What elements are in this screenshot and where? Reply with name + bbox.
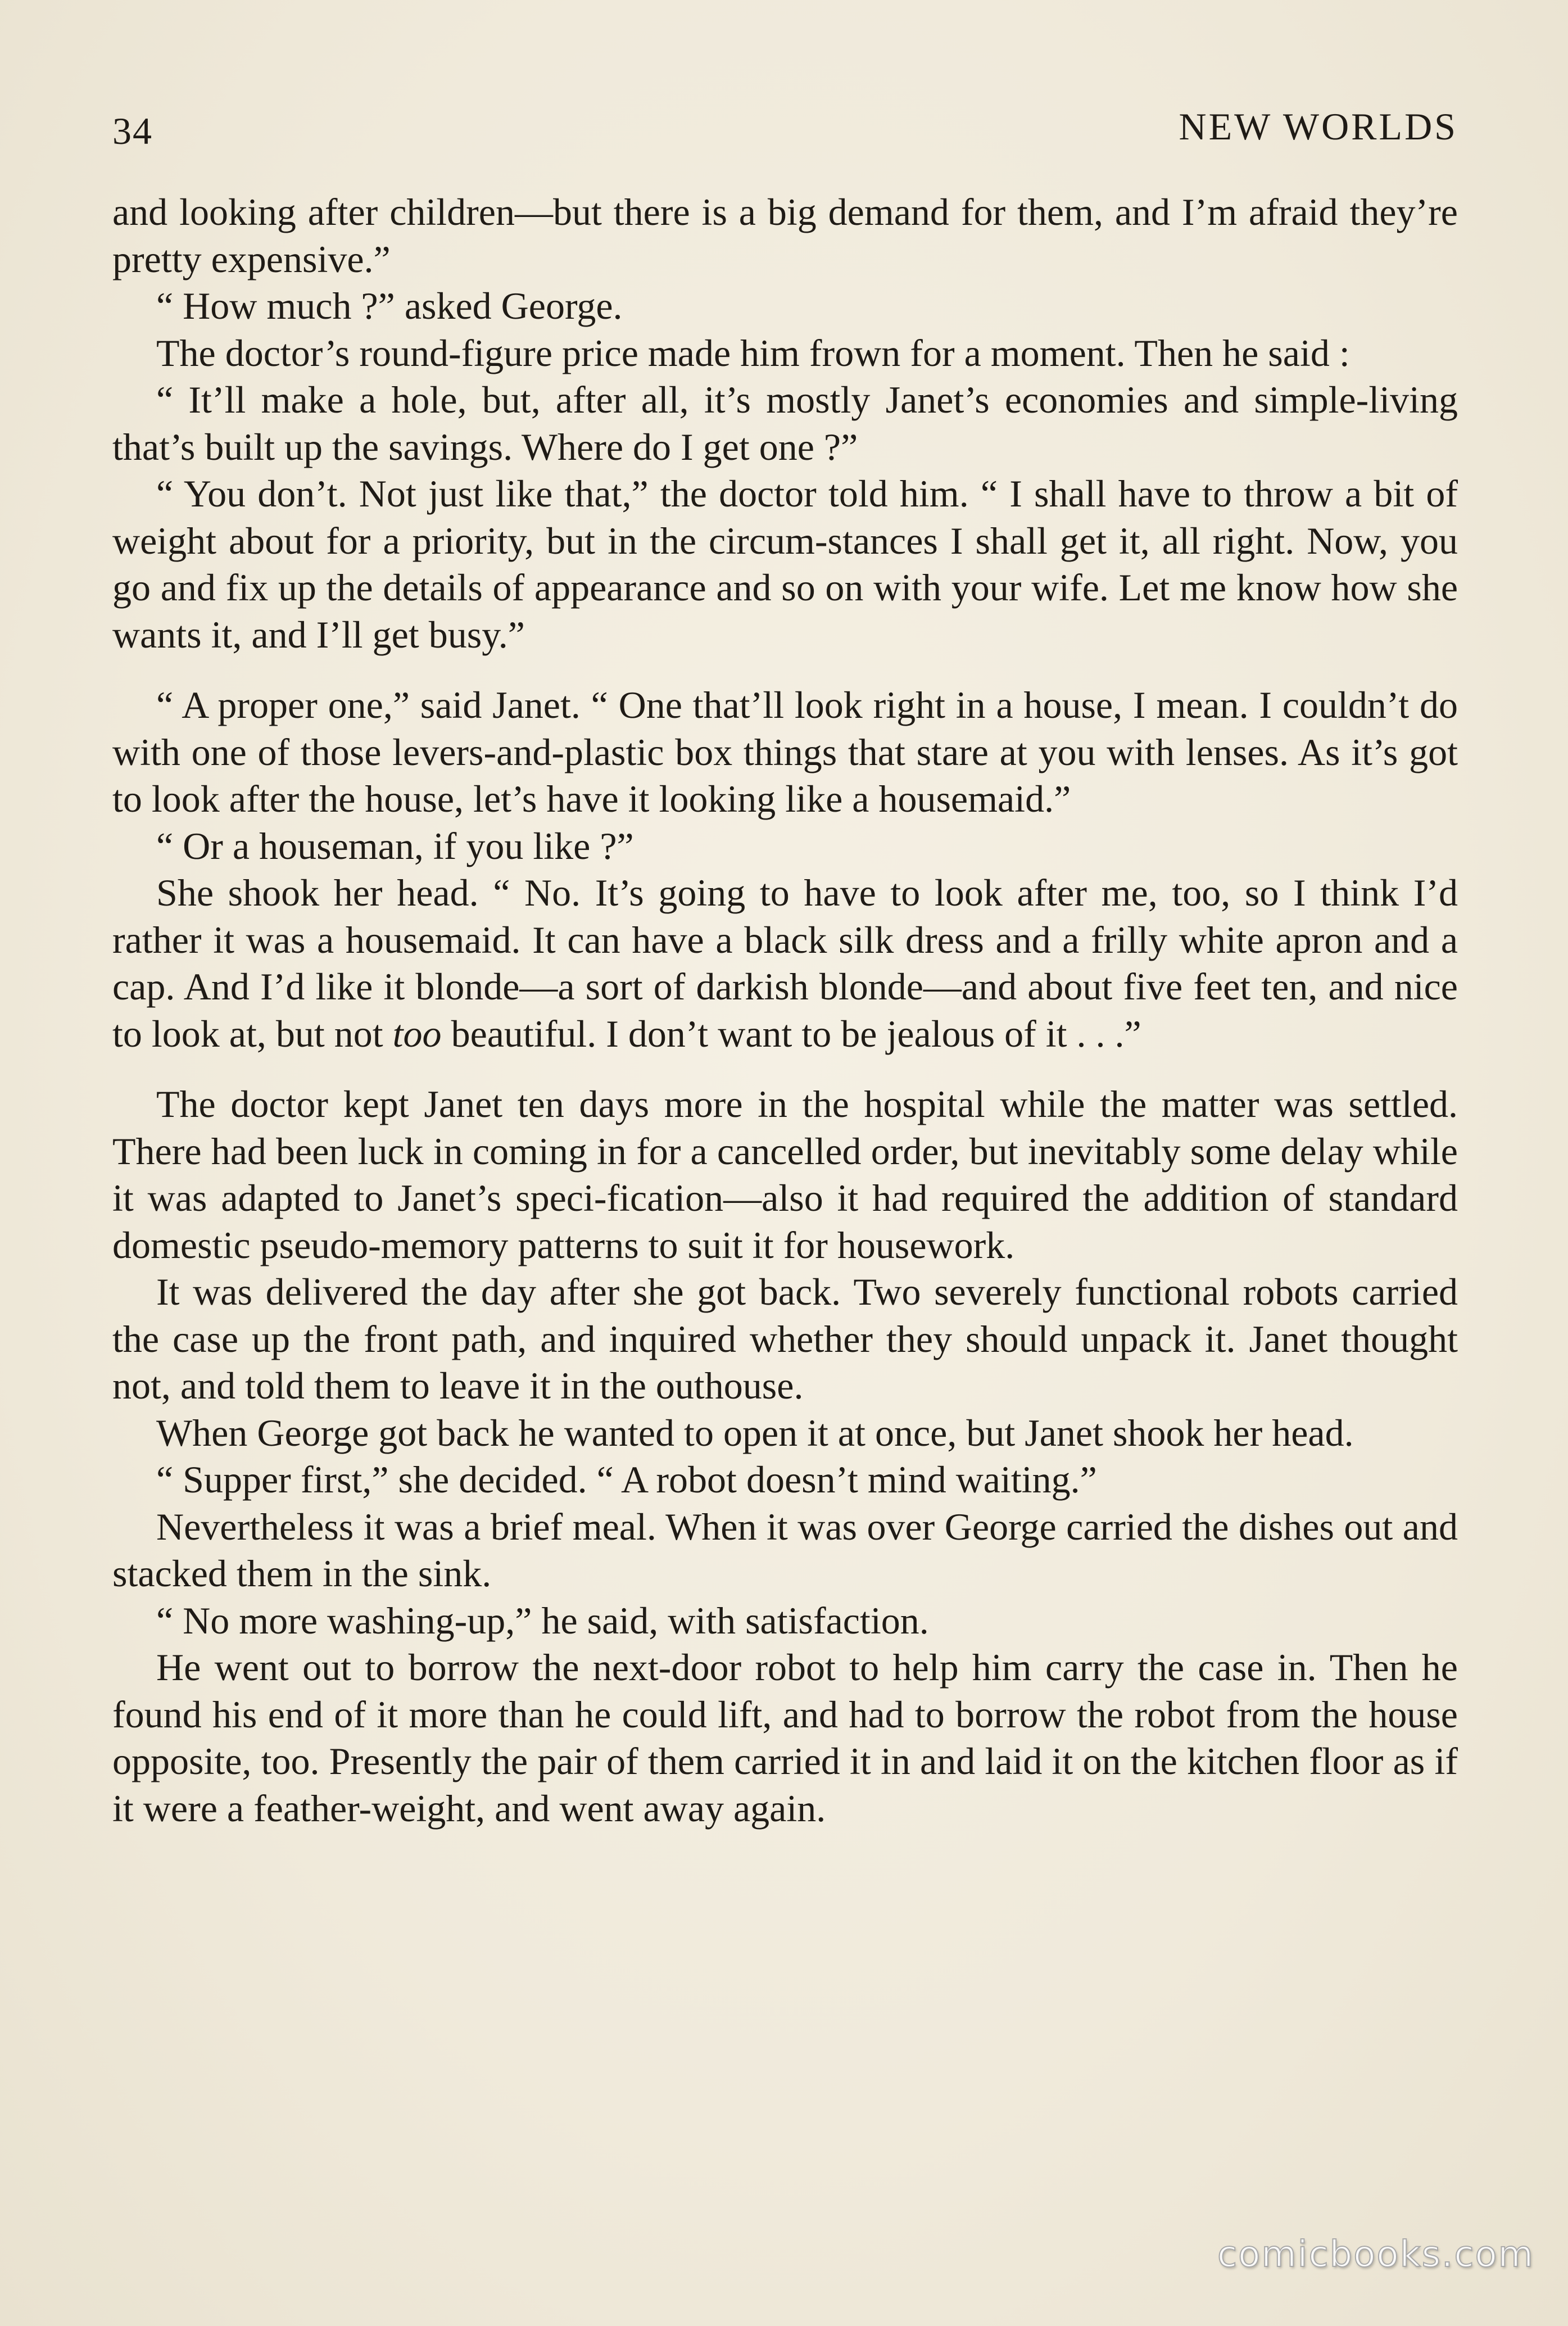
paragraph [112, 330, 1458, 377]
paragraph-text: “ It’ll make a hole, but, after all, it’s mostly Janet’s economies and simple-living that’s built up the savings. Where do I get one ?” [112, 378, 1458, 468]
paragraph [112, 189, 1458, 283]
paragraph-text: Nevertheless it was a brief meal. When it was over George carried the dishes out and stacked them in the sink. [112, 1505, 1458, 1595]
paragraph-text: beautiful. I don’t want to be jealous of it . . .” [441, 1012, 1141, 1055]
page-header [112, 101, 1458, 152]
paragraph [112, 1504, 1458, 1598]
paragraph-text: The doctor kept Janet ten days more in the hospital while the matter was settled. There had been luck in coming in for a cancelled order, but inevitably some delay while it was adapted to Janet’s speci-fication—also it had required the addition of standard domestic pseudo-memory patterns to suit it for housework. [112, 1083, 1458, 1266]
paragraph-text: He went out to borrow the next-door robot to help him carry the case in. Then he found his end of it more than he could lift, and had to borrow the robot from the house opposite, too. Presently the pair of them carried it in and laid it on the kitchen floor as if it were a feather-weight, and went away again. [112, 1646, 1458, 1830]
paragraph-text: “ A proper one,” said Janet. “ One that’ll look right in a house, I mean. I couldn’t do with one of those levers-and-plastic box things that stare at you with lenses. As it’s got to look after the house, let’s have it looking like a housemaid.” [112, 684, 1458, 820]
paragraph [112, 283, 1458, 330]
paragraph-text: The doctor’s round-figure price made him frown for a moment. Then he said : [156, 331, 1350, 374]
paragraph [112, 377, 1458, 470]
paragraph-text: “ No more washing-up,” he said, with satisfaction. [156, 1599, 929, 1642]
paragraph [112, 823, 1458, 870]
story-body [112, 189, 1458, 1832]
watermark: comicbooks.com [1217, 2234, 1534, 2275]
paragraph-text: She shook her head. “ No. It’s going to have to look after me, too, so I think I’d rather it was a housemaid. It can have a black silk dress and a frilly white apron and a cap. And I’d like it blonde—a sort of darkish blonde—and about five feet ten, and nice to look at, but not [112, 871, 1458, 1055]
paragraph [112, 1598, 1458, 1645]
running-title: NEW WORLDS [1179, 105, 1458, 148]
paragraph-text: It was delivered the day after she got back. Two severely functional robots carried the case up the front path, and inquired whether they should unpack it. Janet thought not, and told them to leave it in the outhouse. [112, 1270, 1458, 1407]
paragraph [112, 870, 1458, 1057]
paragraph-text: When George got back he wanted to open it at once, but Janet shook her head. [156, 1411, 1354, 1454]
paragraph [112, 1269, 1458, 1410]
paragraph-text: “ You don’t. Not just like that,” the doctor told him. “ I shall have to throw a bit of weight about for a priority, but in the circum-stances I shall get it, all right. Now, you go and fix up the details of appearance and so on with your wife. Let me know how she wants it, and I’ll get busy.” [112, 472, 1458, 656]
paragraph [112, 1456, 1458, 1504]
italic-emphasis: too [392, 1012, 442, 1055]
paragraph [112, 470, 1458, 658]
page-number: 34 [112, 110, 153, 152]
paragraph-text: “ How much ?” asked George. [156, 284, 623, 327]
paragraph-text: “ Or a houseman, if you like ?” [156, 824, 634, 867]
paragraph [112, 1081, 1458, 1269]
paragraph [112, 682, 1458, 823]
paragraph [112, 1410, 1458, 1457]
paragraph-text: and looking after children—but there is a big demand for them, and I’m afraid they’re pretty expensive.” [112, 191, 1458, 280]
paragraph [112, 1644, 1458, 1832]
paragraph-text: “ Supper first,” she decided. “ A robot doesn’t mind waiting.” [156, 1458, 1097, 1501]
